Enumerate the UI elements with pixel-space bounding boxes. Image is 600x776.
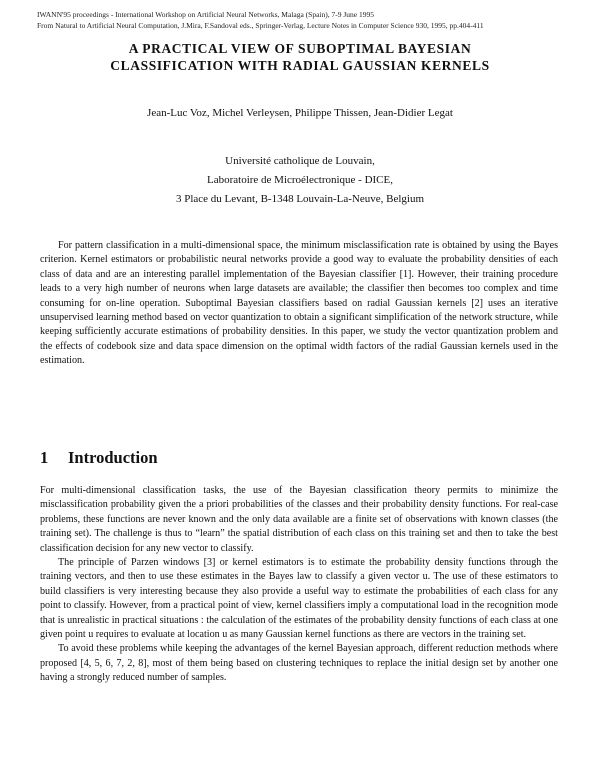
author-list: Jean-Luc Voz, Michel Verleysen, Philippe Thissen, Jean-Didier Legat <box>147 107 453 119</box>
section-heading <box>40 448 558 468</box>
section-number: 1 <box>40 448 49 467</box>
proceedings-header <box>37 9 577 31</box>
paper-title <box>40 40 560 74</box>
affiliation <box>40 152 560 209</box>
header-line-2: From Natural to Artificial Neural Computation, J.Mira, F.Sandoval eds., Springer-Verlag, Lecture Notes in Computer Science 930, 1995, pp.404-411 <box>37 21 484 30</box>
affiliation-line-1: Université catholique de Louvain, <box>225 155 375 167</box>
section-body <box>40 484 558 686</box>
paragraph-3: To avoid these problems while keeping the advantages of the kernel Bayesian approach, different reduction methods where proposed [4, 5, 6, 7, 2, 8], most of them being based on clustering techniques to replace the initial design set by another one having a strongly reduced number of samples. <box>40 643 558 684</box>
header-line-1: IWANN'95 proceedings - International Workshop on Artificial Neural Networks, Malaga (Spain), 7-9 June 1995 <box>37 10 374 19</box>
title-line-2: CLASSIFICATION WITH RADIAL GAUSSIAN KERNELS <box>110 58 490 73</box>
affiliation-line-2: Laboratoire de Microélectronique - DICE, <box>206 174 393 186</box>
paragraph-2: The principle of Parzen windows [3] or kernel estimators is to estimate the probability density functions through the training vectors, and then to use these estimates in the Bayes law to classify a given vector u. The use of these estimators to build classifiers is very interesting because they also provide a useful way to estimate the probabilities of each class for any point to classify. However, from a practical point of view, kernel classifiers imply a computational load in the recognition mode that is unrealistic in practical situations : the calculation of the estimates of the probability density functions of each class at one given point u requires to evaluate at location u as many Gaussian kernel functions as there are vectors in the training set. <box>40 557 558 641</box>
section-title: Introduction <box>68 448 158 467</box>
paragraph-1: For multi-dimensional classification tasks, the use of the Bayesian classification theory permits to minimize the misclassification probability given the a priori probabilities of the classes and their probability density functions. For real-case problems, these functions are never known and the only data available are a finite set of observations with known classes (the training set). The challenge is thus to “learn” the spatial distribution of each class on this training set and then to take the best classification decision for any new vector to classify. <box>40 485 558 554</box>
abstract: For pattern classification in a multi-dimensional space, the minimum misclassification rate is obtained by using the Bayes criterion. Kernel estimators or probabilistic neural networks provide a good way to evaluate the probability densities of each class of data and are an interesting parallel implementation of the Bayesian classifier [1]. However, their training procedure leads to a very high number of neurons when large datasets are available; the classifier then becomes too complex and time consuming for on-line operation. Suboptimal Bayesian classifiers based on radial Gaussian kernels [2] uses an iterative unsupervised learning method based on vector quantization to obtain a significant simplification of the network structure, while keeping sufficiently accurate estimations of probability densities. In this paper, we study the vector quantization problem and the effects of codebook size and data space dimension on the optimal width factors of the radial Gaussian kernels used in the estimation. <box>40 240 558 367</box>
affiliation-line-3: 3 Place du Levant, B-1348 Louvain-La-Neuve, Belgium <box>175 193 425 205</box>
title-line-1: A PRACTICAL VIEW OF SUBOPTIMAL BAYESIAN <box>128 41 472 56</box>
